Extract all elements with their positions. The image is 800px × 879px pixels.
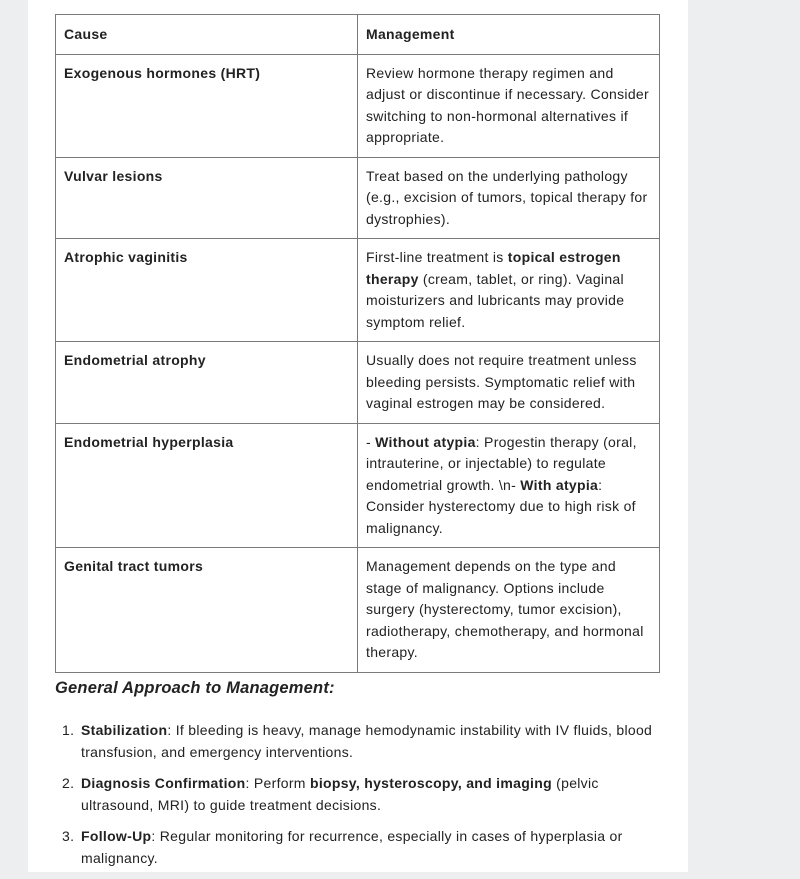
text-run: First-line treatment is xyxy=(366,249,508,265)
text-run: (pelvic ultrasound, MRI) to guide treatment decisions. xyxy=(81,775,599,813)
table-row xyxy=(56,54,660,157)
text-run: Treat based on the underlying pathology (e.g., excision of tumors, topical therapy for dystrophies). xyxy=(366,167,648,227)
management-cell xyxy=(358,239,660,342)
list-number: 2. xyxy=(62,775,75,791)
cause-cell: Endometrial hyperplasia xyxy=(56,423,358,548)
text-run: Review hormone therapy regimen and adjust or discontinue if necessary. Consider switching to non-hormonal alternatives if appropriate. xyxy=(366,64,649,145)
document-page xyxy=(28,0,688,872)
bold-text: topical estrogen therapy xyxy=(366,249,621,287)
cause-cell: Endometrial atrophy xyxy=(56,342,358,424)
cause-cell: Atrophic vaginitis xyxy=(56,239,358,342)
table-row xyxy=(56,423,660,548)
management-cell xyxy=(358,423,660,548)
cause-cell: Exogenous hormones (HRT) xyxy=(56,54,358,157)
list-item xyxy=(55,826,655,869)
text-run: : Regular monitoring for recurrence, especially in cases of hyperplasia or malignancy. xyxy=(81,828,623,866)
bold-text: Diagnosis Confirmation xyxy=(81,775,246,791)
bold-text: Follow-Up xyxy=(81,828,152,844)
text-run: - xyxy=(366,433,376,450)
column-header-management: Management xyxy=(358,15,660,55)
text-run: : If bleeding is heavy, manage hemodynamic instability with IV fluids, blood transfusion, and emergency interventions. xyxy=(81,722,653,760)
table-header-row xyxy=(56,15,660,55)
management-cell xyxy=(358,54,660,157)
table-row xyxy=(56,239,660,342)
cause-management-table xyxy=(55,14,660,673)
text-run: Usually does not require treatment unless bleeding persists. Symptomatic relief with vaginal estrogen may be considered. xyxy=(366,352,637,411)
text-run: : Perform xyxy=(245,775,310,791)
column-header-cause: Cause xyxy=(56,15,358,55)
list-item xyxy=(55,720,655,763)
section-heading: General Approach to Management: xyxy=(55,679,335,697)
bold-text: Stabilization xyxy=(81,722,168,738)
management-steps-list xyxy=(55,720,655,879)
text-run: Management depends on the type and stage of malignancy. Options include surgery (hysterectomy, tumor excision), radiotherapy, chemotherapy, and hormonal therapy. xyxy=(366,558,644,660)
list-number: 1. xyxy=(62,722,75,738)
text-run: : Progestin therapy (oral, intrauterine, or injectable) to regulate endometrial growth. \n- xyxy=(366,433,637,493)
bold-text: biopsy, hysteroscopy, and imaging xyxy=(309,775,552,791)
management-cell xyxy=(358,157,660,239)
management-cell xyxy=(358,548,660,673)
cause-cell: Genital tract tumors xyxy=(56,548,358,673)
text-run: (cream, tablet, or ring). Vaginal moisturizers and lubricants may provide symptom relief. xyxy=(366,270,625,330)
list-number: 3. xyxy=(62,828,75,844)
bold-text: With atypia xyxy=(520,476,599,493)
table-row xyxy=(56,342,660,424)
cause-cell: Vulvar lesions xyxy=(56,157,358,239)
table-row xyxy=(56,548,660,673)
management-cell xyxy=(358,342,660,424)
table-row xyxy=(56,157,660,239)
bold-text: Without atypia xyxy=(375,433,476,450)
list-item xyxy=(55,773,655,816)
text-run: : Consider hysterectomy due to high risk of malignancy. xyxy=(366,476,636,536)
